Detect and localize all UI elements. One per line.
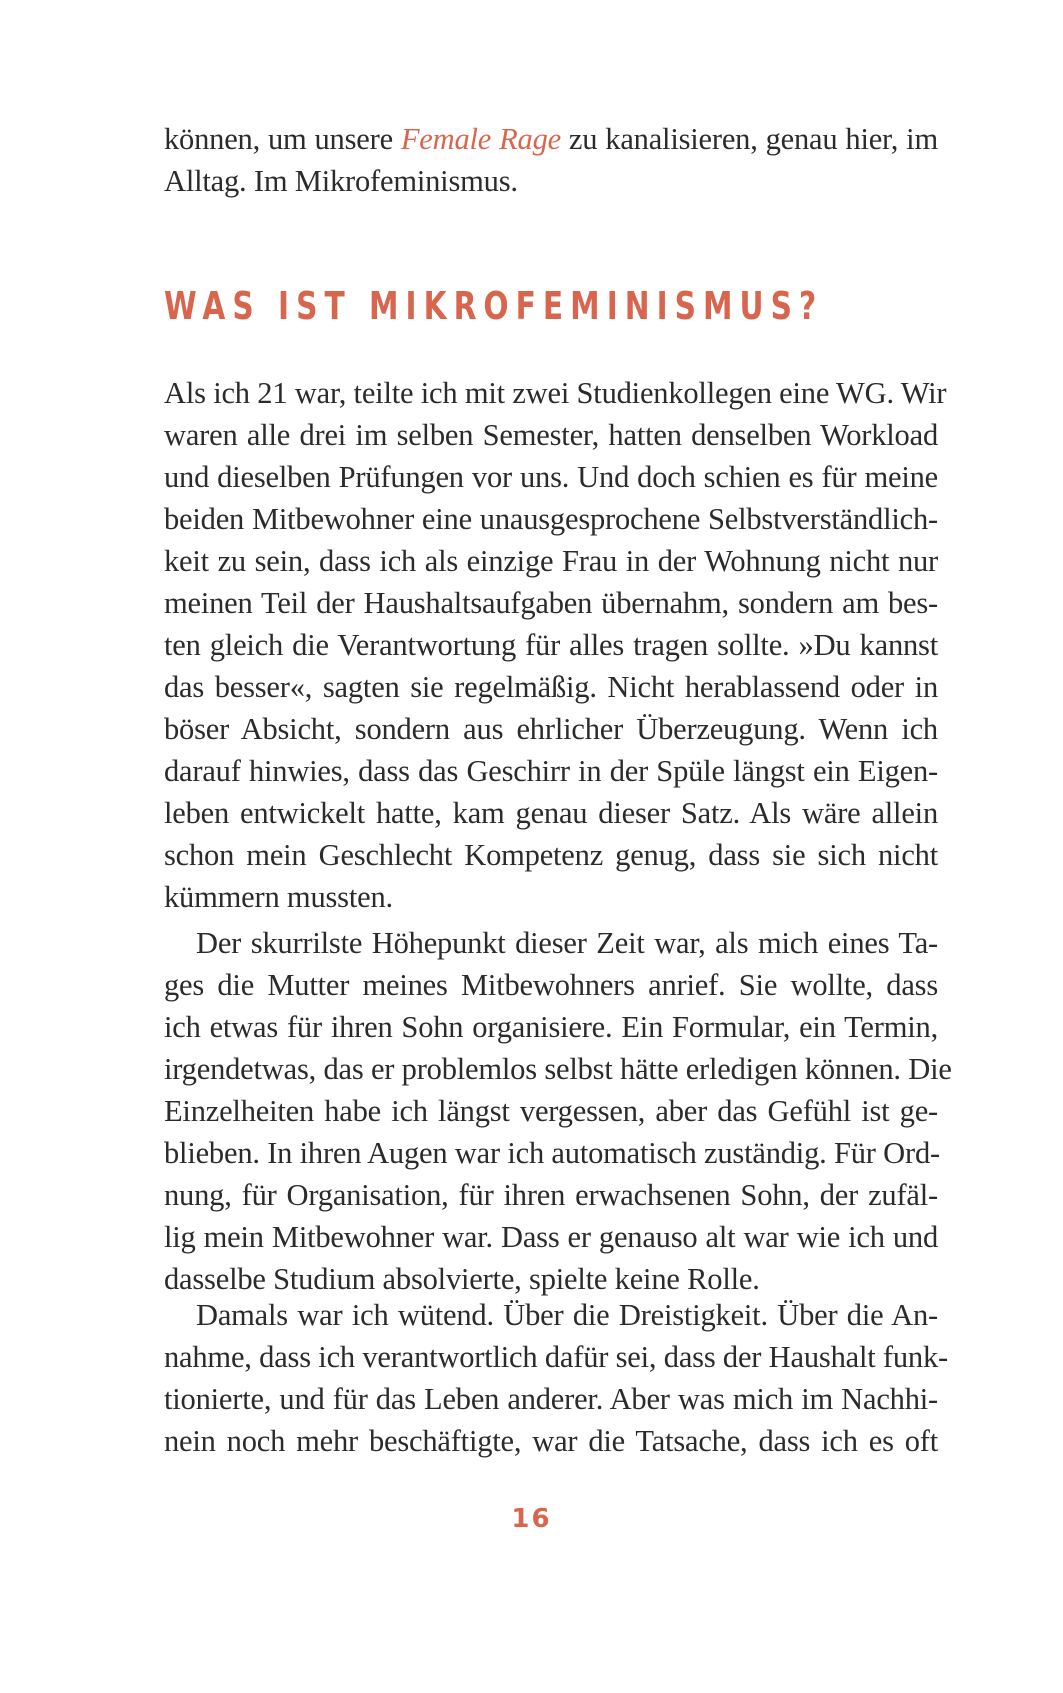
text-line: darauf hinwies, dass das Geschirr in der Spüle längst ein Eigen- (164, 754, 938, 788)
text-line: meinen Teil der Haushaltsaufgaben übernahm, sondern am bes- (164, 586, 938, 620)
paragraph-3 (164, 1294, 948, 1462)
text-line: das besser«, sagten sie regelmäßig. Nicht herablassend oder in (164, 670, 938, 704)
text-line: und dieselben Prüfungen vor uns. Und doch schien es für meine (164, 460, 938, 494)
text-line: blieben. In ihren Augen war ich automatisch zuständig. Für Ord- (164, 1136, 940, 1170)
text-line: leben entwickelt hatte, kam genau dieser Satz. Als wäre allein (164, 796, 938, 830)
text-line: kümmern mussten. (164, 880, 393, 914)
text-line: tionierte, und für das Leben anderer. Aber was mich im Nachhi- (164, 1382, 938, 1416)
text-line: beiden Mitbewohner eine unausgesprochene Selbstverständlich- (164, 502, 938, 536)
text-line: böser Absicht, sondern aus ehrlicher Überzeugung. Wenn ich (164, 712, 938, 746)
text-line: irgendetwas, das er problemlos selbst hätte erledigen können. Die (164, 1052, 952, 1086)
section-heading: WAS IST MIKROFEMINISMUS? (164, 284, 824, 328)
paragraph-2 (164, 922, 952, 1300)
text-line: ges die Mutter meines Mitbewohners anrief. Sie wollte, dass (164, 968, 938, 1002)
text-line: lig mein Mitbewohner war. Dass er genauso alt war wie ich und (164, 1220, 938, 1254)
text-line: keit zu sein, dass ich als einzige Frau in der Wohnung nicht nur (164, 544, 938, 578)
female-rage-emphasis: Female Rage (400, 122, 561, 156)
text-line: nein noch mehr beschäftigte, war die Tatsache, dass ich es oft (164, 1424, 938, 1458)
text-line: Einzelheiten habe ich längst vergessen, aber das Gefühl ist ge- (164, 1094, 938, 1128)
text-line: schon mein Geschlecht Kompetenz genug, dass sie sich nicht (164, 838, 938, 872)
intro-line-2: Alltag. Im Mikrofeminismus. (164, 164, 518, 198)
text-line: nung, für Organisation, für ihren erwachsenen Sohn, der zufäl- (164, 1178, 938, 1212)
text-line: dasselbe Studium absolvierte, spielte keine Rolle. (164, 1262, 760, 1296)
page-number: 16 (511, 1504, 552, 1534)
text-line: waren alle drei im selben Semester, hatten denselben Workload (164, 418, 938, 452)
text-line: Der skurrilste Höhepunkt dieser Zeit war, als mich eines Ta- (196, 926, 938, 960)
text-line: nahme, dass ich verantwortlich dafür sei, dass der Haushalt funk- (164, 1340, 948, 1374)
intro-line-1 (164, 118, 938, 160)
text-line: ten gleich die Verantwortung für alles tragen sollte. »Du kannst (164, 628, 938, 662)
text-line: Damals war ich wütend. Über die Dreistigkeit. Über die An- (196, 1298, 938, 1332)
text-line: ich etwas für ihren Sohn organisiere. Ein Formular, ein Termin, (164, 1010, 938, 1044)
intro-text-before: können, um unsere (164, 122, 401, 156)
intro-text (164, 118, 938, 202)
paragraph-1 (164, 372, 947, 918)
intro-text-after: zu kanalisieren, genau hier, im (560, 122, 938, 156)
text-line: Als ich 21 war, teilte ich mit zwei Studienkollegen eine WG. Wir (164, 376, 947, 410)
